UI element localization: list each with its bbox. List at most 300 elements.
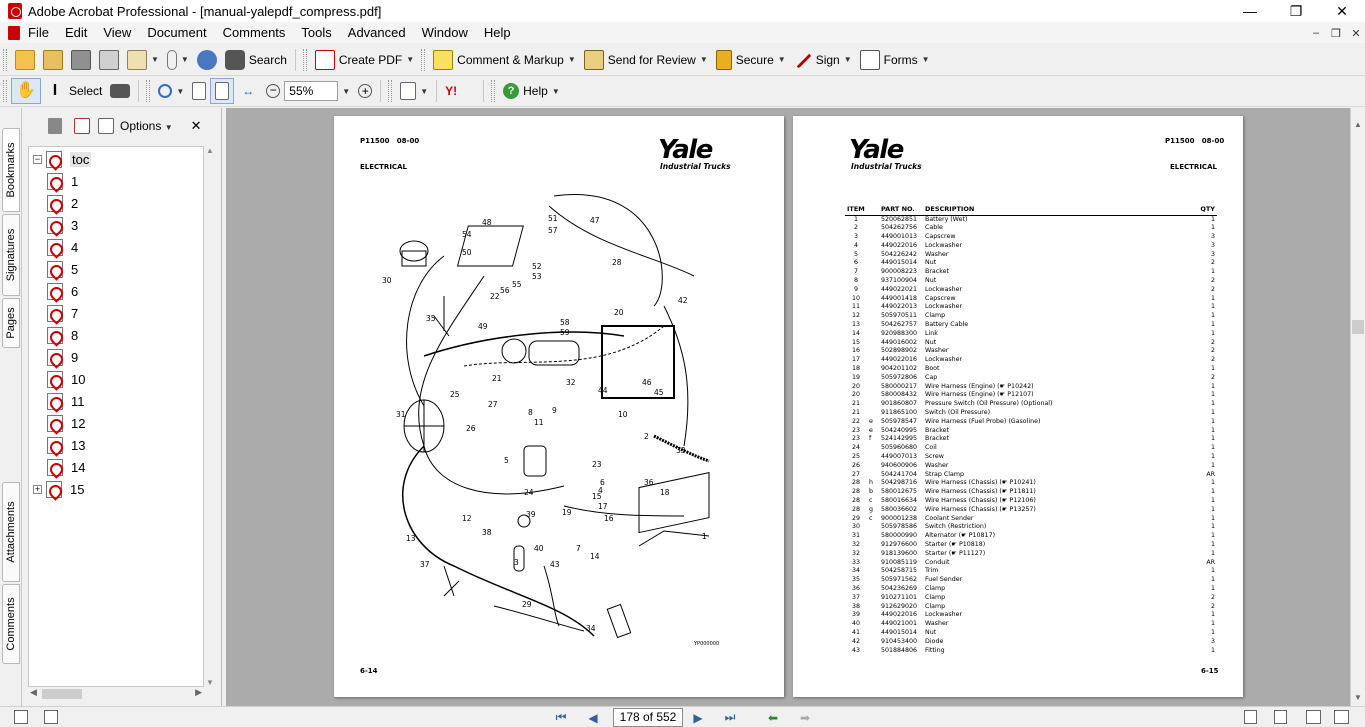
cell-note [867,462,879,471]
web-capture-button[interactable] [193,47,221,73]
bookmark-item[interactable] [34,479,85,499]
pdf-bookmark-icon [47,327,63,344]
first-page-button[interactable]: ⏮ [555,710,567,724]
cell-note [867,383,879,392]
cell-part-no: 449015014 [881,259,918,267]
zoom-in-tool-button[interactable]: ▼ [154,78,188,104]
comment-markup-icon [433,50,453,70]
cell-part-no: 504241704 [881,470,918,478]
file-toolbar [0,44,1365,76]
table-row [845,550,1217,559]
cell-description: Washer [925,620,949,628]
fit-page-button[interactable] [210,78,234,104]
cell-note: g [869,505,873,513]
document-vertical-scrollbar[interactable] [1350,108,1365,706]
cell-description: Fuel Sender [925,576,963,584]
callout-label: 39 [526,510,536,519]
cell-description: Strap Clamp [925,470,965,478]
cell-part-no: 505960680 [881,444,918,452]
pdf-bookmark-icon [46,151,62,168]
cell-note [867,303,879,312]
menu-comments[interactable]: Comments [222,25,286,40]
cell-part-no: 520062851 [881,215,918,223]
bookmark-item[interactable] [47,391,85,411]
cell-part-no: 505971562 [881,576,918,584]
table-row [845,523,1217,532]
table-row [845,559,1217,568]
cell-part-no: 449022016 [881,241,918,249]
scroll-down-icon[interactable]: ▼ [1354,693,1362,702]
toolbar-grip[interactable] [421,49,425,71]
new-bookmark-icon[interactable] [74,118,90,134]
toolbar-separator [295,49,296,71]
cell-part-no: 504298716 [881,479,918,487]
cell-item: 17 [851,356,860,364]
cell-note: e [869,426,873,434]
table-row [845,585,1217,594]
callout-label: 2 [644,432,649,441]
bookmark-label: 6 [71,283,79,299]
cell-note: c [869,514,873,522]
pdf-bookmark-icon [47,349,63,366]
fit-width-button[interactable] [234,78,262,104]
scroll-thumb[interactable] [1352,320,1364,334]
bookmark-item[interactable] [47,303,78,323]
cell-qty: 2 [1210,285,1215,293]
bookmark-item[interactable] [47,171,78,191]
bookmarks-horizontal-scrollbar[interactable]: ◀ ▶ [28,687,204,701]
cell-item: 29 [851,514,860,522]
bookmarks-toolbar [22,108,222,144]
cell-item: 9 [853,285,858,293]
navigation-toolbar [0,76,1365,107]
callout-label: 29 [522,600,532,609]
col-part-no: PART NO. [879,204,923,215]
options-menu[interactable]: Options ▼ [120,119,173,133]
cell-description: Nut [925,259,937,267]
search-button[interactable] [221,47,291,73]
bookmark-item[interactable] [47,193,78,213]
cell-qty: 1 [1210,505,1215,513]
floppy-icon [71,50,91,70]
page-size-icon[interactable] [44,710,58,724]
zoom-level-input[interactable]: 55% [284,81,338,101]
secure-button[interactable]: Secure ▼ [712,47,790,73]
cell-note [867,330,879,339]
folder-open-icon [15,50,35,70]
zoom-dropdown-button[interactable]: ▼ [342,86,351,96]
bookmark-item[interactable] [47,325,78,345]
table-row [845,647,1217,656]
cell-note [867,576,879,585]
cell-part-no: 910453400 [881,637,918,645]
cell-part-no: 449021001 [881,620,918,628]
table-row [845,435,1217,444]
callout-label: 8 [528,408,533,417]
section-title: ELECTRICAL [360,163,407,171]
cell-description: Conduit [925,558,950,566]
cell-item: 8 [853,277,858,285]
table-row [845,286,1217,295]
toolbar-grip[interactable] [146,80,150,102]
cell-description: Coil [925,444,937,452]
navigation-tabs [0,108,22,706]
table-row [845,339,1217,348]
bookmark-item[interactable] [47,413,85,433]
callout-label: 18 [660,488,670,497]
save-button[interactable] [67,47,95,73]
table-row [845,295,1217,304]
cell-qty: 3 [1210,637,1215,645]
cell-qty: 1 [1210,628,1215,636]
zoom-out-button[interactable] [262,78,284,104]
cell-part-no: 504262757 [881,321,918,329]
callout-label: 43 [550,560,560,569]
callout-label: 46 [642,378,652,387]
cell-note: c [869,497,873,504]
callout-label: 53 [532,272,542,281]
cell-qty: 3 [1210,233,1215,241]
callout-label: 6 [600,478,605,487]
cell-note [867,215,879,224]
bookmark-root-toc[interactable]: − toc [34,151,90,167]
cell-qty: 1 [1210,461,1215,469]
bookmark-item[interactable] [47,369,85,389]
cell-part-no: 449001013 [881,233,918,241]
table-row [845,268,1217,277]
cell-item: 34 [851,567,860,575]
bookmark-label: 3 [71,217,79,233]
toolbar-grip[interactable] [3,80,7,102]
cell-part-no: 449001418 [881,294,918,302]
cell-qty: 1 [1210,453,1215,461]
menu-document[interactable]: Document [147,25,207,40]
restore-button[interactable]: ❐ [1289,2,1303,19]
bookmark-item[interactable] [47,281,78,301]
bookmark-item[interactable] [47,435,85,455]
table-row [845,594,1217,603]
continuous-icon[interactable] [1274,710,1287,724]
cell-item: 37 [851,593,860,601]
cell-part-no: 580000217 [881,382,918,390]
menu-tools[interactable]: Tools [301,25,332,40]
cell-item: 4 [853,241,858,249]
last-page-button[interactable]: ⏭ [724,710,736,724]
cell-item: 6 [853,259,858,267]
cell-part-no: 920988300 [881,329,918,337]
cell-note [867,233,879,242]
open-button[interactable] [11,47,39,73]
table-row [845,479,1217,488]
toolbar-grip[interactable] [3,49,7,71]
cell-description: Screw [925,453,944,461]
table-row [845,347,1217,356]
cell-qty: 1 [1210,444,1215,452]
cell-part-no: 918139600 [881,549,918,557]
collapse-icon[interactable]: − [34,153,41,164]
cell-note [867,567,879,576]
print-button[interactable] [95,47,123,73]
cell-description: Lockwasher [925,241,963,249]
bookmark-item[interactable] [47,215,78,235]
cell-qty: 1 [1210,215,1215,223]
help-label: Help [523,84,548,98]
sign-button[interactable]: Sign ▼ [790,47,856,73]
cell-part-no: 937100904 [881,277,918,285]
tab-comments[interactable]: Comments [2,584,20,664]
document-status-icon[interactable] [14,710,28,724]
rotate-view-button[interactable]: ▼ [396,78,432,104]
cell-part-no: 910085119 [881,558,918,566]
toolbar-grip[interactable] [303,49,307,71]
cell-note [867,409,879,418]
cell-description: Coolant Sender [925,514,974,522]
cell-qty: 2 [1210,347,1215,355]
document-view[interactable] [226,108,1350,706]
send-review-button[interactable]: Send for Review ▼ [580,47,712,73]
document-icon [8,26,20,40]
cell-note [867,259,879,268]
cell-qty: 1 [1210,532,1215,540]
pdf-bookmark-icon [47,371,63,388]
secure-label: Secure [735,52,774,67]
cell-qty: 1 [1210,479,1215,487]
create-pdf-button[interactable]: Create PDF ▼ [311,47,418,73]
cell-note [867,374,879,383]
bookmark-label: 14 [71,459,86,475]
cell-qty: 1 [1210,435,1215,443]
cell-part-no: 910271101 [881,593,918,601]
table-row [845,259,1217,268]
pen-icon [794,51,811,68]
table-row [845,471,1217,480]
callout-label: 42 [678,296,688,305]
cell-description: Wire Harness (Chassis) (☛ P11811) [925,488,1036,496]
callout-label: 31 [396,410,406,419]
bookmarks-tree [28,146,204,687]
forms-button[interactable]: Forms ▼ [856,47,934,73]
minimize-button[interactable]: — [1243,3,1257,19]
cell-note [867,286,879,295]
cell-item: 23 [851,426,860,434]
callout-label: 25 [450,390,460,399]
go-forward-button[interactable]: ➡ [799,710,811,725]
figure-code: YP000000 [694,641,720,647]
menu-edit[interactable]: Edit [64,25,88,40]
tab-pages[interactable]: Pages [2,298,20,348]
callout-label: 24 [524,488,534,497]
continuous-facing-icon[interactable] [1334,710,1349,724]
attach-button[interactable]: ▼ [163,47,193,73]
globe-icon [197,50,217,70]
page-number-input[interactable]: 178 of 552 [613,708,683,727]
table-row [845,312,1217,321]
paperclip-icon [167,50,177,70]
table-row [845,444,1217,453]
doc-minimize-button[interactable]: – [1312,27,1320,39]
facing-icon[interactable] [1306,710,1321,724]
cell-note [867,471,879,480]
electrical-diagram [364,186,744,656]
callout-label: 7 [576,544,581,553]
callout-label: 21 [492,374,502,383]
trash-icon[interactable] [48,118,62,134]
cell-qty: 2 [1210,593,1215,601]
cell-qty: AR [1206,558,1215,566]
fit-width-icon: ↔ [242,84,255,98]
close-button[interactable]: ✕ [1336,2,1348,19]
snapshot-button[interactable] [106,78,134,104]
cell-description: Clamp [925,593,946,601]
bookmark-label: 13 [71,437,86,453]
cell-qty: 1 [1210,567,1215,575]
bookmark-item[interactable] [47,347,78,367]
callout-label: 30 [382,276,392,285]
cell-description: Starter (☛ P10818) [925,540,986,548]
callout-label: 3 [514,558,519,567]
bookmark-label: 12 [71,415,86,431]
table-row [845,321,1217,330]
callout-label: 34 [586,624,596,633]
menu-help[interactable]: Help [483,25,511,40]
callout-label: 16 [604,514,614,523]
menu-window[interactable]: Window [421,25,468,40]
next-page-button[interactable]: ▶ [693,710,703,725]
select-label: Select [69,84,103,98]
cell-note [867,295,879,304]
menu-advanced[interactable]: Advanced [347,25,406,40]
page-number: 6-15 [1201,667,1219,675]
cell-item: 5 [853,250,858,258]
expand-icon[interactable]: + [34,483,41,494]
single-page-icon[interactable] [1244,710,1257,724]
bookmark-item[interactable] [47,457,85,477]
bookmark-from-structure-icon[interactable] [98,118,114,134]
cell-item: 28 [851,488,860,496]
table-row [845,418,1217,427]
table-row [845,277,1217,286]
cell-note [867,312,879,321]
camera-icon [110,84,130,98]
cell-description: Wire Harness (Chassis) (☛ P10241) [925,479,1036,487]
cell-item: 15 [851,338,860,346]
page-number: 6-14 [360,667,378,675]
cell-part-no: 580012675 [881,488,918,496]
table-row [845,224,1217,233]
bookmarks-vertical-scrollbar[interactable]: ▲ ▼ [204,146,216,687]
cell-description: Capscrew [925,294,956,302]
cell-description: Switch (Oil Pressure) [925,409,991,417]
cell-note [867,339,879,348]
pdf-bookmark-icon [47,415,63,432]
cell-part-no: 505978586 [881,523,918,531]
organizer-button[interactable] [39,47,67,73]
previous-page-button[interactable]: ◀ [588,710,598,725]
cell-item: 26 [851,461,860,469]
callout-label: 33 [676,446,686,455]
cell-item: 30 [851,523,860,531]
plus-circle-icon: + [358,84,372,98]
table-row [845,242,1217,251]
cell-part-no: 449007013 [881,453,918,461]
bookmark-item[interactable] [47,237,78,257]
go-back-button[interactable]: ⬅ [767,710,779,725]
sign-label: Sign [815,52,840,67]
cell-qty: 2 [1210,602,1215,610]
col-description: DESCRIPTION [923,204,1198,215]
pdf-bookmark-icon [47,217,63,234]
window-title: Adobe Acrobat Professional - [manual-yalepdf_compress.pdf] [28,3,382,19]
cell-note [867,277,879,286]
bookmark-label: 15 [70,481,85,497]
close-panel-icon[interactable]: ✕ [190,118,202,133]
cell-qty: 1 [1210,303,1215,311]
doc-restore-button[interactable]: ❐ [1331,27,1341,40]
doc-close-button[interactable]: ✕ [1351,27,1361,40]
part-code: P11500 08-00 [1165,137,1225,145]
tab-signatures[interactable]: Signatures [2,214,20,296]
callout-label: 27 [488,400,498,409]
cell-note [867,251,879,260]
cell-item: 27 [851,470,860,478]
cell-note [867,453,879,462]
cell-qty: 1 [1210,549,1215,557]
yahoo-search-button[interactable] [441,78,479,104]
callout-label: 13 [406,534,416,543]
hand-icon: ✋ [16,82,36,99]
cell-note [867,585,879,594]
zoom-in-button[interactable] [354,78,376,104]
menu-file[interactable]: File [28,25,49,40]
cell-note [867,647,879,656]
cell-note: e [869,417,873,425]
binoculars-icon [225,50,245,70]
cell-item: 31 [851,532,860,540]
toolbar-grip[interactable] [491,80,495,102]
tab-attachments[interactable]: Attachments [2,482,20,582]
cell-item: 7 [853,268,858,276]
cell-note [867,620,879,629]
cell-note [867,532,879,541]
select-tool-button[interactable] [41,78,106,104]
bookmark-label: 7 [71,305,79,321]
pdf-bookmark-icon [47,239,63,256]
toolbar-grip[interactable] [388,80,392,102]
help-button[interactable]: ? Help ▼ [499,78,564,104]
bookmark-label: 10 [71,371,86,387]
callout-label: 56 [500,286,510,295]
cell-note [867,523,879,532]
cell-part-no: 900001238 [881,514,918,522]
cell-description: Wire Harness (Chassis) (☛ P13257) [925,505,1036,513]
cell-description: Battery Cable [925,321,969,329]
comment-markup-button[interactable]: Comment & Markup ▼ [429,47,580,73]
scroll-up-icon[interactable]: ▲ [1354,120,1362,129]
menu-view[interactable]: View [103,25,132,40]
cell-qty: 1 [1210,329,1215,337]
email-button[interactable]: ▼ [123,47,163,73]
cell-note: b [869,488,873,496]
cell-item: 32 [851,549,860,557]
hand-tool-button[interactable] [11,78,41,104]
bookmark-item[interactable] [47,259,78,279]
cell-part-no: 505970511 [881,312,918,320]
actual-size-button[interactable] [188,78,210,104]
tab-bookmarks[interactable]: Bookmarks [2,128,20,212]
cell-description: Clamp [925,584,946,592]
cell-qty: 1 [1210,417,1215,425]
send-review-label: Send for Review [607,52,696,67]
